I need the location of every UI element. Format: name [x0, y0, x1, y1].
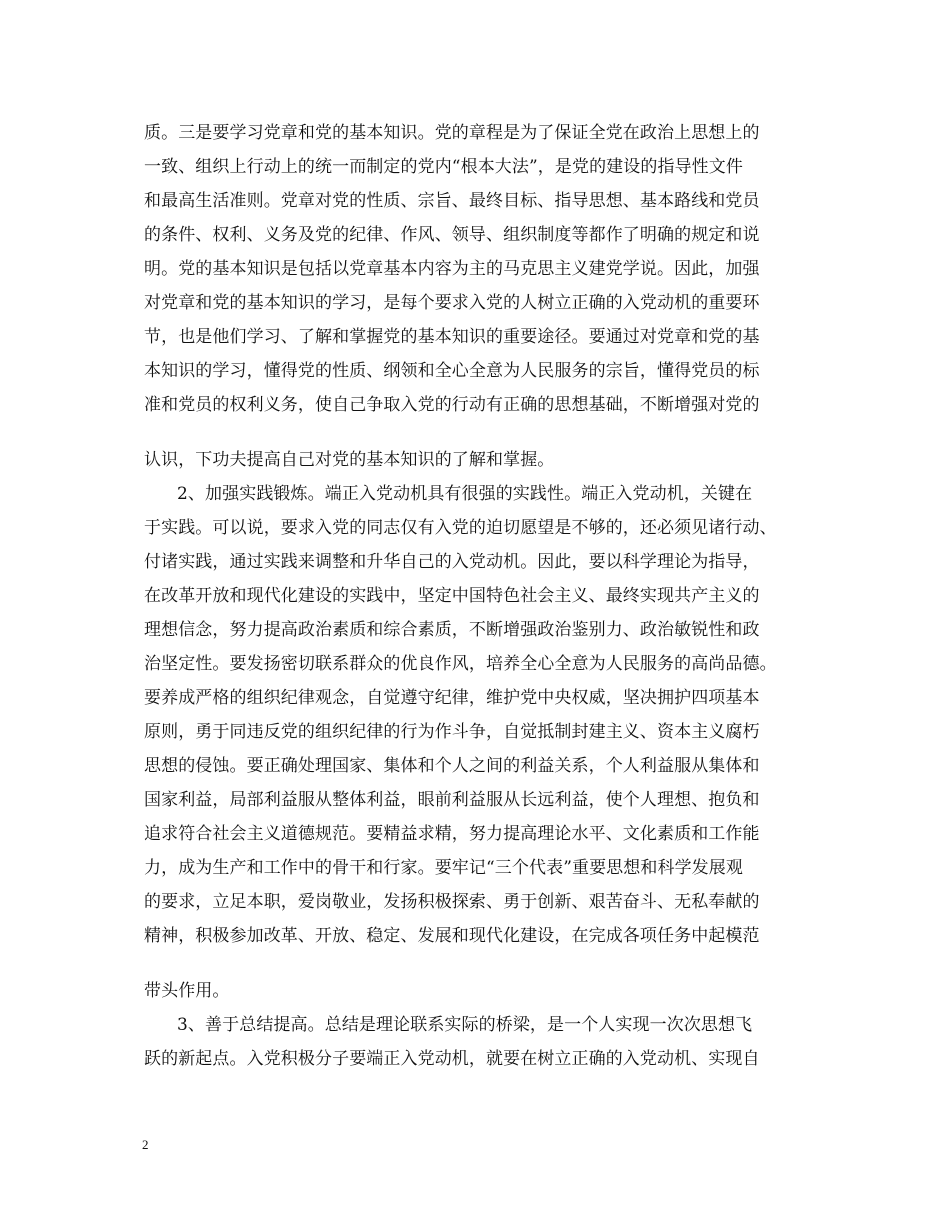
- body-text-line: 精神，积极参加改革、开放、稳定、发展和现代化建设，在完成各项任务中起模范: [144, 926, 760, 946]
- body-text-line: 一致、组织上行动上的统一而制定的党内“根本大法”，是党的建设的指导性文件: [144, 157, 743, 177]
- body-text-line: 和最高生活准则。党章对党的性质、宗旨、最终目标、指导思想、基本路线和党员: [144, 191, 760, 211]
- body-text-line: 追求符合社会主义道德规范。要精益求精，努力提高理论水平、文化素质和工作能: [144, 824, 760, 844]
- paragraph-start-line: 2、加强实践锻炼。端正入党动机具有很强的实践性。端正入党动机，关键在: [177, 484, 753, 504]
- body-text-line: 明。党的基本知识是包括以党章基本内容为主的马克思主义建党学说。因此，加强: [144, 259, 760, 279]
- body-text-line: 本知识的学习，懂得党的性质、纲领和全心全意为人民服务的宗旨，懂得党员的标: [144, 361, 760, 381]
- body-text-line: 理想信念，努力提高政治素质和综合素质，不断增强政治鉴别力、政治敏锐性和政: [144, 620, 760, 640]
- body-text-line: 对党章和党的基本知识的学习，是每个要求入党的人树立正确的入党动机的重要环: [144, 293, 760, 313]
- body-text-line: 认识，下功夫提高自己对党的基本知识的了解和掌握。: [144, 450, 555, 470]
- body-text-line: 节，也是他们学习、了解和掌握党的基本知识的重要途径。要通过对党章和党的基: [144, 327, 760, 347]
- body-text-line: 跃的新起点。入党积极分子要端正入党动机，就要在树立正确的入党动机、实现自: [144, 1049, 760, 1069]
- body-text-line: 准和党员的权利义务，使自己争取入党的行动有正确的思想基础，不断增强对党的: [144, 395, 760, 415]
- page-number: 2: [142, 1137, 149, 1152]
- body-text-line: 治坚定性。要发扬密切联系群众的优良作风，培养全心全意为人民服务的高尚品德。: [144, 654, 777, 674]
- body-text-line: 国家利益，局部利益服从整体利益，眼前利益服从长远利益，使个人理想、抱负和: [144, 790, 760, 810]
- body-text-line: 的条件、权利、义务及党的纪律、作风、领导、组织制度等都作了明确的规定和说: [144, 225, 760, 245]
- paragraph-start-line: 3、善于总结提高。总结是理论联系实际的桥梁，是一个人实现一次次思想飞: [177, 1015, 753, 1035]
- body-text-line: 在改革开放和现代化建设的实践中，坚定中国特色社会主义、最终实现共产主义的: [144, 586, 760, 606]
- body-text-line: 的要求，立足本职，爱岗敬业，发扬积极探索、勇于创新、艰苦奋斗、无私奉献的: [144, 892, 760, 912]
- body-text-line: 带头作用。: [144, 981, 230, 1001]
- body-text-line: 思想的侵蚀。要正确处理国家、集体和个人之间的利益关系，个人利益服从集体和: [144, 756, 760, 776]
- body-text-line: 质。三是要学习党章和党的基本知识。党的章程是为了保证全党在政治上思想上的: [144, 123, 760, 143]
- body-text-line: 付诸实践，通过实践来调整和升华自己的入党动机。因此，要以科学理论为指导，: [144, 552, 760, 572]
- body-text-line: 要养成严格的组织纪律观念，自觉遵守纪律，维护党中央权威，坚决拥护四项基本: [144, 688, 760, 708]
- body-text-line: 于实践。可以说，要求入党的同志仅有入党的迫切愿望是不够的，还必须见诸行动、: [144, 518, 777, 538]
- body-text-line: 力，成为生产和工作中的骨干和行家。要牢记“三个代表”重要思想和科学发展观: [144, 858, 743, 878]
- body-text-line: 原则，勇于同违反党的组织纪律的行为作斗争，自觉抵制封建主义、资本主义腐朽: [144, 722, 760, 742]
